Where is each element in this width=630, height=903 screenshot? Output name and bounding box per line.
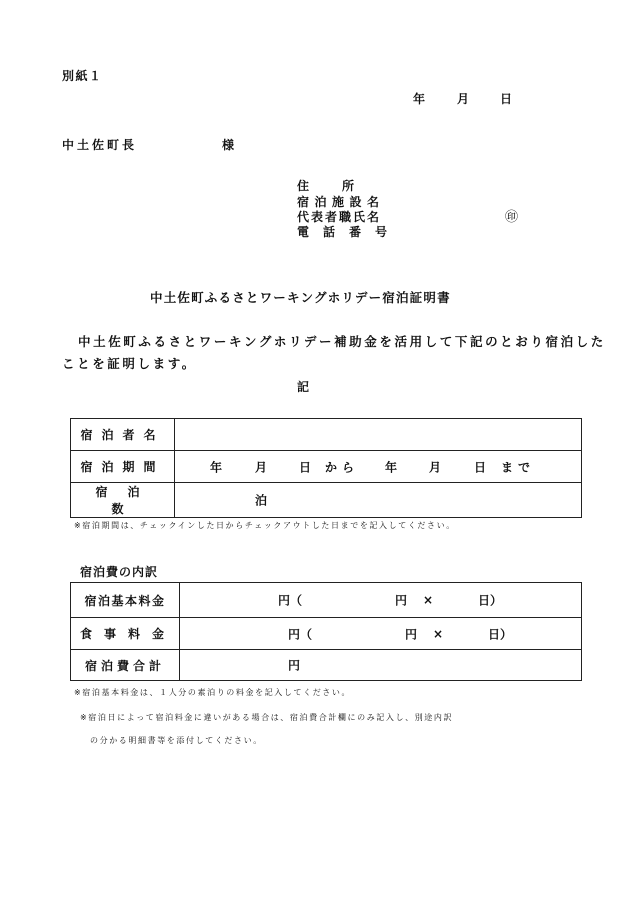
- total-fee-field[interactable]: [180, 650, 582, 681]
- table-row: [71, 650, 582, 681]
- fee-note-1: ※宿泊基本料金は、１人分の素泊りの料金を記入してください。: [74, 688, 352, 697]
- period-year-2: 年: [385, 460, 398, 474]
- honorific: 様: [222, 138, 235, 152]
- nights-field[interactable]: [175, 483, 582, 518]
- meal-fee-field[interactable]: [180, 618, 582, 650]
- meal-fee-times: ×: [433, 626, 444, 641]
- representative-label: 代表者職氏名: [297, 210, 382, 224]
- period-label: 宿泊期間: [71, 451, 175, 483]
- base-fee-unit: 円: [395, 593, 408, 608]
- guest-name-field[interactable]: [175, 419, 582, 451]
- date-month: 月: [457, 92, 470, 106]
- addressee: 中土佐町長: [62, 138, 138, 152]
- nights-label: 宿泊数: [71, 483, 175, 518]
- ki-label: 記: [297, 380, 310, 394]
- meal-fee-day: 日）: [488, 627, 513, 641]
- date-year: 年: [413, 92, 426, 106]
- period-day-2: 日: [474, 460, 487, 474]
- period-from: から: [325, 460, 360, 474]
- table-row: [71, 419, 582, 451]
- total-fee-label: 宿泊費合計: [71, 650, 180, 681]
- fee-table: [70, 582, 582, 681]
- phone-label: 電話番号: [297, 225, 402, 239]
- attachment-label: 別紙１: [62, 69, 103, 83]
- fee-heading: 宿泊費の内訳: [80, 565, 159, 579]
- table-row: [71, 583, 582, 618]
- table-row: [71, 451, 582, 483]
- seal-mark: ㊞: [505, 210, 519, 225]
- stay-note: ※宿泊期間は、チェックインした日からチェックアウトした日までを記入してください。: [74, 521, 456, 530]
- base-fee-yen: 円（: [278, 593, 303, 608]
- period-month-1: 月: [255, 460, 268, 474]
- body-line-2: ことを証明します。: [62, 356, 197, 371]
- meal-fee-label: 食事料金: [71, 618, 180, 650]
- period-day-1: 日: [299, 460, 312, 474]
- period-field[interactable]: [175, 451, 582, 483]
- period-year-1: 年: [210, 460, 223, 474]
- document-title: 中土佐町ふるさとワーキングホリデー宿泊証明書: [150, 290, 451, 305]
- table-row: [71, 618, 582, 650]
- fee-note-3: の分かる明細書等を添付してください。: [90, 736, 263, 745]
- total-fee-yen: 円: [288, 658, 301, 673]
- base-fee-day: 日）: [478, 593, 503, 608]
- meal-fee-yen: 円（: [288, 627, 313, 641]
- base-fee-label: 宿泊基本料金: [71, 583, 180, 618]
- date-day: 日: [500, 92, 513, 106]
- period-month-2: 月: [429, 460, 442, 474]
- guest-name-label: 宿泊者名: [71, 419, 175, 451]
- table-row: [71, 483, 582, 518]
- period-until: まで: [501, 460, 536, 474]
- facility-label: 宿泊施設名: [297, 195, 385, 209]
- nights-unit: 泊: [255, 493, 268, 508]
- base-fee-field[interactable]: [180, 583, 582, 618]
- stay-table: [70, 418, 582, 518]
- address-label: 住 所: [297, 179, 358, 193]
- body-line-1: 中土佐町ふるさとワーキングホリデー補助金を活用して下記のとおり宿泊した: [78, 334, 606, 349]
- fee-note-2: ※宿泊日によって宿泊料金に違いがある場合は、宿泊費合計欄にのみ記入し、別途内訳: [80, 713, 454, 722]
- meal-fee-unit: 円: [405, 627, 418, 641]
- base-fee-times: ×: [423, 593, 434, 607]
